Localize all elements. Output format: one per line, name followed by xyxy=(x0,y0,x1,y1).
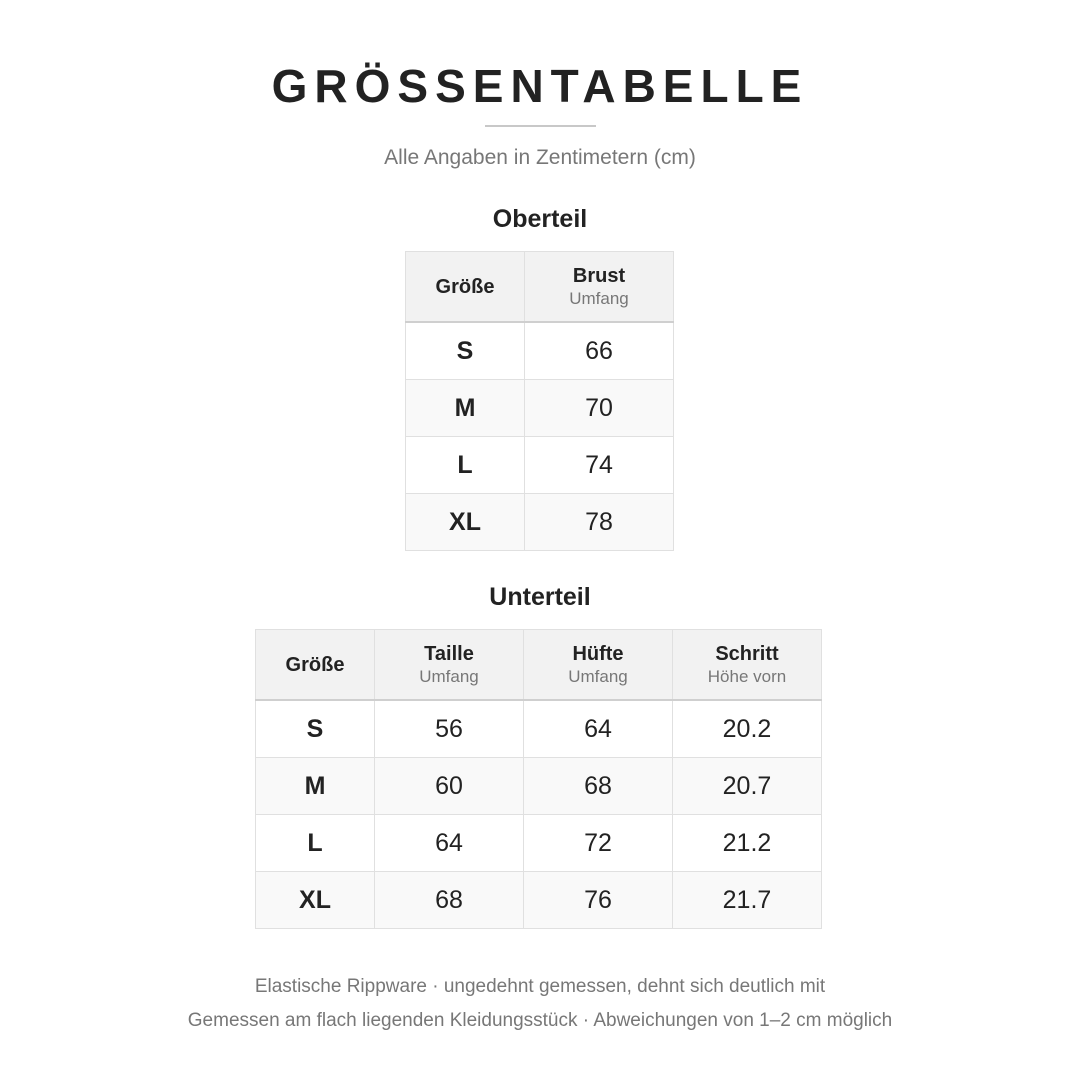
value-cell: 70 xyxy=(525,380,674,437)
column-header-sublabel: Höhe vorn xyxy=(707,666,787,686)
value-cell: 60 xyxy=(375,758,524,815)
table-header-row xyxy=(406,252,674,323)
value-cell: 74 xyxy=(525,437,674,494)
size-cell: M xyxy=(256,758,375,815)
page-title: GRÖSSENTABELLE xyxy=(271,60,809,112)
value-cell: 21.2 xyxy=(673,815,822,872)
column-header-size xyxy=(256,630,375,701)
value-cell: 76 xyxy=(524,872,673,929)
page-subtitle: Alle Angaben in Zentimetern (cm) xyxy=(384,146,696,169)
size-cell: S xyxy=(406,322,525,380)
title-divider xyxy=(485,125,596,127)
table-row xyxy=(256,758,822,815)
footer-note-fabric: Elastische Rippware · ungedehnt gemessen, dehnt sich deutlich mit xyxy=(254,976,826,997)
table-row xyxy=(406,322,674,380)
column-header-sublabel: Umfang xyxy=(419,666,479,686)
size-table-bottom xyxy=(255,629,822,929)
value-cell: 20.2 xyxy=(673,700,822,758)
column-header-waist xyxy=(375,630,524,701)
size-cell: XL xyxy=(406,494,525,551)
column-header-label: Größe xyxy=(285,653,345,676)
column-header-hip xyxy=(524,630,673,701)
section-title-bottom: Unterteil xyxy=(489,583,591,611)
table-row xyxy=(406,437,674,494)
size-cell: S xyxy=(256,700,375,758)
column-header-label: Schritt xyxy=(715,642,779,665)
value-cell: 68 xyxy=(524,758,673,815)
value-cell: 78 xyxy=(525,494,674,551)
table-row xyxy=(256,872,822,929)
value-cell: 20.7 xyxy=(673,758,822,815)
table-row xyxy=(406,494,674,551)
table-row xyxy=(256,700,822,758)
value-cell: 56 xyxy=(375,700,524,758)
value-cell: 64 xyxy=(524,700,673,758)
value-cell: 66 xyxy=(525,322,674,380)
value-cell: 64 xyxy=(375,815,524,872)
section-title-top: Oberteil xyxy=(492,205,588,233)
column-header-sublabel: Umfang xyxy=(569,288,629,308)
column-header-label: Brust xyxy=(572,264,626,287)
column-header-size xyxy=(406,252,525,323)
table-row xyxy=(256,815,822,872)
size-cell: XL xyxy=(256,872,375,929)
footer-note-measurement: Gemessen am flach liegenden Kleidungsstück · Abweichungen von 1–2 cm möglich xyxy=(187,1010,893,1031)
value-cell: 68 xyxy=(375,872,524,929)
table-row xyxy=(406,380,674,437)
size-table-top xyxy=(405,251,674,551)
value-cell: 72 xyxy=(524,815,673,872)
table-header-row xyxy=(256,630,822,701)
column-header-rise xyxy=(673,630,822,701)
size-cell: L xyxy=(406,437,525,494)
column-header-bust xyxy=(525,252,674,323)
size-cell: M xyxy=(406,380,525,437)
column-header-label: Taille xyxy=(424,642,474,665)
value-cell: 21.7 xyxy=(673,872,822,929)
column-header-label: Hüfte xyxy=(572,642,624,665)
column-header-sublabel: Umfang xyxy=(568,666,628,686)
size-cell: L xyxy=(256,815,375,872)
column-header-label: Größe xyxy=(435,275,495,298)
